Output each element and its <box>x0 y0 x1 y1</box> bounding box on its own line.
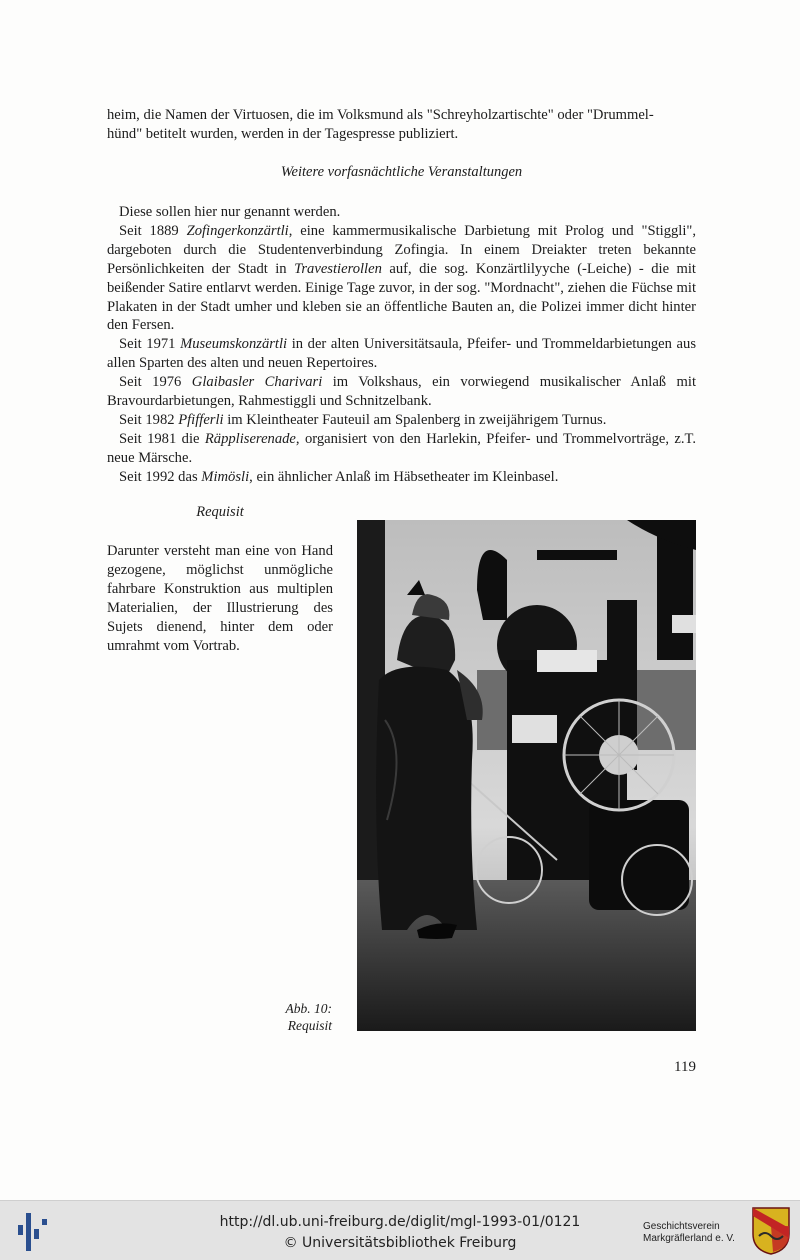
society-name <box>643 1221 735 1245</box>
society-name-line-2: Markgräflerland e. V. <box>643 1233 735 1244</box>
paragraph-lead: Diese sollen hier nur genannt werden. <box>119 204 341 220</box>
paragraph-1889: Seit 1889 Zofingerkonzärtli, eine kammermusikalische Darbietung mit Prolog und "Stiggli", dargeboten durch die Studentenverbindung Zofingia. In einem Dreiakter treten bekannte Persönlichkeiten der Stadt in Travestierollen auf, die sog. Konzärtlilyyche (-Leiche) - die mit beißender Satire entlarvt werden. Einige Tage zuvor, in der sog. "Mordnacht", ziehen die Füchse mit Plakaten in der Stadt umher und kleben sie an öffentliche Bauten an, die Polizei immer dicht hinter den Fersen. <box>107 222 697 334</box>
requisit-photo-illustration <box>357 520 696 1031</box>
society-name-line-1: Geschichtsverein <box>643 1221 720 1232</box>
requisit-paragraph: Darunter versteht man eine von Hand gezogene, möglichst unmögliche fahrbare Konstruktion aus multiplen Materialien, der Illustrierung des Sujets dienend, hinter dem oder umrahmt vom Vortrab. <box>107 543 333 654</box>
paragraph-1981: Seit 1981 die Räppliserenade, organisiert von den Harlekin, Pfeifer- und Trommelvorträge, z.T. neue Märsche. <box>107 430 696 466</box>
paragraph-1982: Seit 1982 Pfifferli im Kleintheater Fauteuil am Spalenberg in zweijährigem Turnus. <box>119 411 607 428</box>
intro-line-2: hünd" betitelt wurden, werden in der Tagespresse publiziert. <box>107 125 459 142</box>
library-logo-icon <box>14 1211 50 1253</box>
section-heading-requisit: Requisit <box>196 504 244 520</box>
section-body-veranstaltungen <box>107 203 696 487</box>
intro-paragraph <box>107 106 696 144</box>
copyright-notice: © Universitätsbibliothek Freiburg <box>283 1235 517 1251</box>
society-crest-icon <box>751 1206 791 1256</box>
intro-line-1: heim, die Namen der Virtuosen, die im Volksmund als "Schreyholzartischte" oder "Drummel- <box>107 107 654 123</box>
figure-caption <box>270 1000 332 1034</box>
requisit-photo <box>357 520 696 1031</box>
page-number: 119 <box>674 1059 696 1075</box>
paragraph-1992: Seit 1992 das Mimösli, ein ähnlicher Anlaß im Häbsetheater im Kleinbasel. <box>119 468 559 485</box>
paragraph-1971: Seit 1971 Museumskonzärtli in der alten Universitätsaula, Pfeifer- und Trommeldarbietungen aus allen Sparten des alten und neuen Repertoires. <box>107 336 697 372</box>
figure-caption-title: Requisit <box>287 1018 332 1033</box>
figure-caption-number: Abb. 10: <box>285 1001 332 1016</box>
section-heading-veranstaltungen: Weitere vorfasnächtliche Veranstaltungen <box>280 164 523 180</box>
paragraph-1976: Seit 1976 Glaibasler Charivari im Volkshaus, ein vorwiegend musikalischer Anlaß mit Bravourdarbietungen, Rahmestiggli und Schnitzelbank. <box>107 374 697 410</box>
document-url[interactable]: http://dl.ub.uni-freiburg.de/diglit/mgl-1993-01/0121 <box>219 1214 581 1230</box>
viewer-footer <box>0 1200 800 1260</box>
